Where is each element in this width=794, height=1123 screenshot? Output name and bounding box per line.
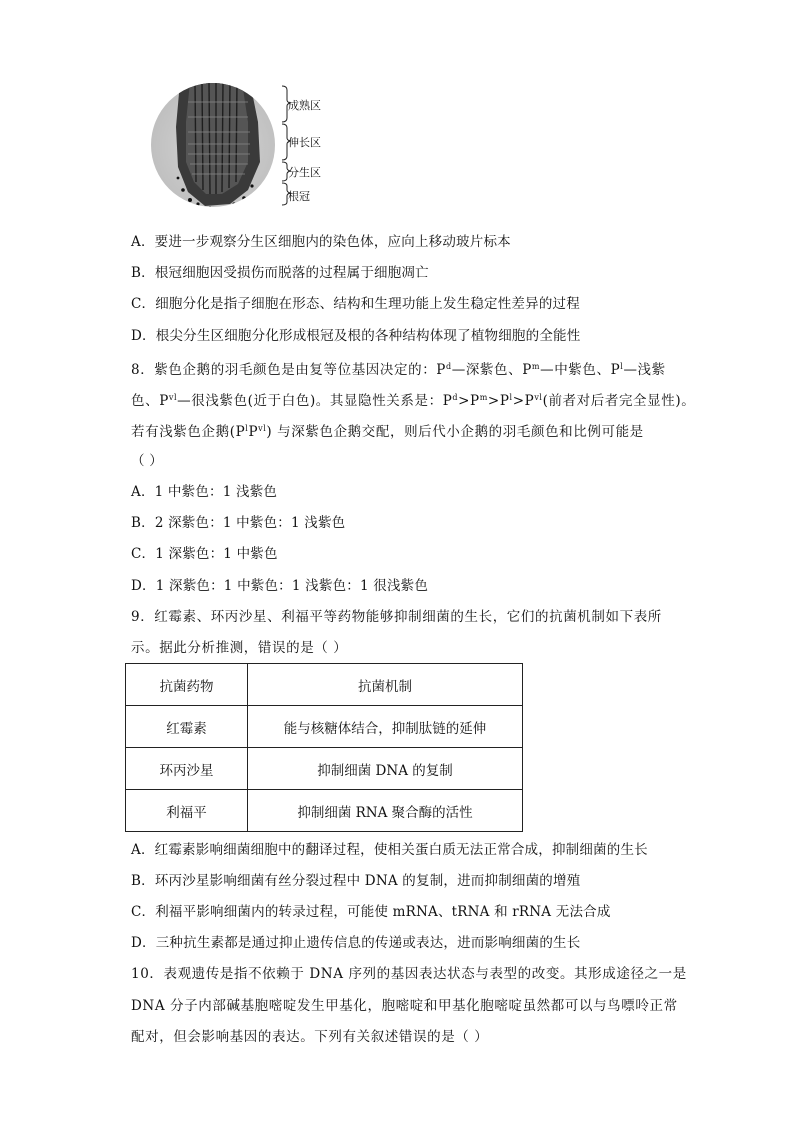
table-header-row <box>126 664 523 706</box>
antibacterial-table <box>125 663 523 832</box>
q9-option-d: D．三种抗生素都是通过抑止遗传信息的传递或表达，进而影响细菌的生长 <box>131 935 581 951</box>
root-tip-figure <box>150 82 360 212</box>
q9-option-b: B．环丙沙星影响细菌有丝分裂过程中 DNA 的复制，进而抑制细菌的增殖 <box>131 873 581 889</box>
table-row <box>126 706 523 748</box>
table-cell-drug: 红霉素 <box>126 706 248 748</box>
q7-option-c: C．细胞分化是指子细胞在形态、结构和生理功能上发生稳定性差异的过程 <box>131 296 580 312</box>
q9-option-c: C．利福平影响细菌内的转录过程，可能使 mRNA、tRNA 和 rRNA 无法合成 <box>131 904 611 920</box>
q8-option-d: D．1 深紫色：1 中紫色：1 浅紫色：1 很浅紫色 <box>131 578 429 594</box>
q7-option-b: B．根冠细胞因受损伤而脱落的过程属于细胞凋亡 <box>131 265 429 281</box>
table-cell-drug: 利福平 <box>126 790 248 832</box>
q9-stem-line2: 示。据此分析推测，错误的是（ ） <box>131 640 348 656</box>
q8-stem-line1: 8．紫色企鹅的羽毛颜色是由复等位基因决定的：$P^d—$深紫色、$P^m—$中紫色、$P^l—$浅紫 <box>131 362 666 378</box>
table-cell-mechanism: 抑制细菌 DNA 的复制 <box>248 748 523 790</box>
table-header-drug: 抗菌药物 <box>126 664 248 706</box>
q8-stem-line3: 若有浅紫色企鹅$(P^lP^{vl})$ 与深紫色企鹅交配，则后代小企鹅的羽毛颜色和比例可能是 <box>131 424 644 440</box>
zone-label-root-cap: 根冠 <box>288 190 310 203</box>
table-row <box>126 748 523 790</box>
zone-label-maturation: 成熟区 <box>288 99 321 112</box>
q10-stem-line2: DNA 分子内部碱基胞嘧啶发生甲基化，胞嘧啶和甲基化胞嘧啶虽然都可以与鸟嘌呤正常 <box>131 998 678 1014</box>
q8-answer-bracket: （ ） <box>131 453 163 469</box>
q7-option-a: A．要进一步观察分生区细胞内的染色体，应向上移动玻片标本 <box>131 234 511 250</box>
table-cell-mechanism: 能与核糖体结合，抑制肽链的延伸 <box>248 706 523 748</box>
zone-label-meristem: 分生区 <box>288 166 321 179</box>
q10-stem-line1: 10．表观遗传是指不依赖于 DNA 序列的基因表达状态与表型的改变。其形成途径之一是 <box>131 966 687 982</box>
q10-stem-line3: 配对，但会影响基因的表达。下列有关叙述错误的是（ ） <box>131 1029 489 1045</box>
root-tip-micrograph <box>150 82 360 212</box>
table-cell-mechanism: 抑制细菌 RNA 聚合酶的活性 <box>248 790 523 832</box>
q8-stem-line2: 色、$P^{vl}—$很浅紫色(近于白色)。其显隐性关系是：$P^d>P^m>P^l>P^{vl}$(前者对后者完全显性)。 <box>131 393 696 409</box>
q9-option-a: A．红霉素影响细菌细胞中的翻译过程，使相关蛋白质无法正常合成，抑制细菌的生长 <box>131 842 648 858</box>
q7-option-d: D．根尖分生区细胞分化形成根冠及根的各种结构体现了植物细胞的全能性 <box>131 328 581 344</box>
q8-option-b: B．2 深紫色：1 中紫色：1 浅紫色 <box>131 515 346 531</box>
q9-stem-line1: 9．红霉素、环丙沙星、利福平等药物能够抑制细菌的生长，它们的抗菌机制如下表所 <box>131 609 662 625</box>
table-cell-drug: 环丙沙星 <box>126 748 248 790</box>
zone-label-elongation: 伸长区 <box>288 136 321 149</box>
table-row <box>126 790 523 832</box>
table-header-mechanism: 抗菌机制 <box>248 664 523 706</box>
q8-option-a: A．1 中紫色：1 浅紫色 <box>131 484 278 500</box>
q8-option-c: C．1 深紫色：1 中紫色 <box>131 546 278 562</box>
